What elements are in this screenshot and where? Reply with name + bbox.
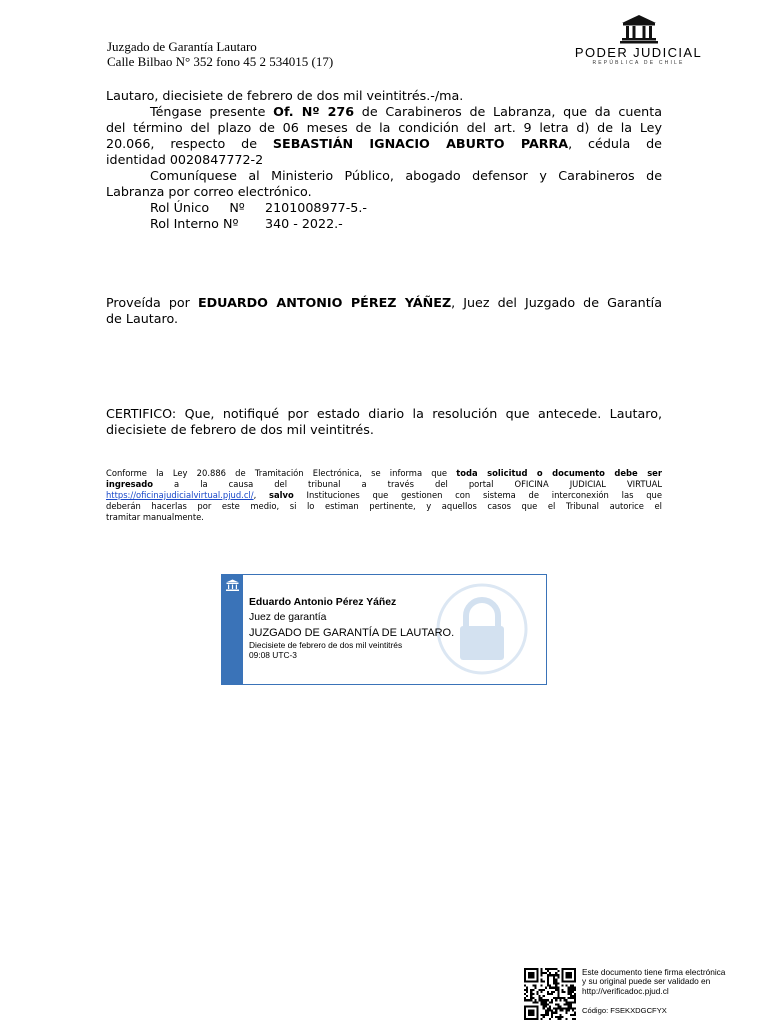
rol-interno: Rol Interno Nº 340 - 2022.- (150, 216, 343, 231)
verification-url[interactable]: http://verificadoc.pjud.cl (582, 985, 669, 996)
notice-line1: Conforme la Ley 20.886 de Tramitación Electrónica, se informa que toda solicitud o documento debe ser (106, 468, 662, 478)
signature-timestamp (249, 640, 402, 660)
oficina-judicial-link[interactable]: https://oficinajudicialvirtual.pjud.cl/ (106, 490, 254, 500)
courthouse-icon (225, 579, 240, 592)
signer-role: Juez de garantía (249, 612, 327, 623)
resolution-p1-line4: identidad 0020847772-2 (106, 152, 264, 167)
signature-date: Diecisiete de febrero de dos mil veintitrés (249, 640, 403, 650)
resolution-p1-line3: 20.066, respecto de SEBASTIÁN IGNACIO ABURTO PARRA, cédula de (106, 136, 662, 151)
signer-court: JUZGADO DE GARANTÍA DE LAUTARO. (249, 627, 455, 639)
notice-line4: deberán hacerlas por este medio, si lo estiman pertinente, y aquellos casos que el Tribunal autorice el (106, 501, 662, 511)
resolution-date-line: Lautaro, diecisiete de febrero de dos mil veintitrés.-/ma. (106, 88, 464, 103)
resolution-p2-line1: Comuníquese al Ministerio Público, abogado defensor y Carabineros de (150, 168, 662, 183)
court-address: Calle Bilbao N° 352 fono 45 2 534015 (17) (107, 54, 334, 69)
certificado-line1: CERTIFICO: Que, notifiqué por estado diario la resolución que antecede. Lautaro, (106, 406, 662, 421)
notice-line5: tramitar manualmente. (106, 512, 204, 522)
verification-text (582, 968, 757, 996)
notice-line3: https://oficinajudicialvirtual.pjud.cl/, salvo Instituciones que gestionen con sistema de interconexión las que (106, 490, 662, 500)
court-name: Juzgado de Garantía Lautaro (107, 39, 257, 54)
resolution-p1-line1: Téngase presente Of. Nº 276 de Carabineros de Labranza, que da cuenta (150, 104, 662, 119)
proveida-line1: Proveída por EDUARDO ANTONIO PÉREZ YÁÑEZ, Juez del Juzgado de Garantía (106, 295, 662, 310)
verification-line2: y su original puede ser validado en (582, 976, 711, 987)
signature-accent-bar (222, 575, 243, 684)
qr-code-icon[interactable] (524, 968, 576, 1020)
poder-judicial-logo (566, 14, 711, 70)
resolution-p2-line2: Labranza por correo electrónico. (106, 184, 312, 199)
resolution-p1-line2: del término del plazo de 06 meses de la condición del art. 9 letra d) de la Ley (106, 120, 662, 135)
notice-line2: ingresado a la causa del tribunal a través del portal OFICINA JUDICIAL VIRTUAL (106, 479, 662, 489)
proveida-line2: de Lautaro. (106, 311, 179, 326)
verification-line1: Este documento tiene firma electrónica (582, 967, 726, 977)
certificado-line2: diecisiete de febrero de dos mil veintitrés. (106, 422, 374, 437)
courthouse-icon (619, 14, 659, 44)
logo-title: PODER JUDICIAL (574, 45, 703, 60)
signature-time: 09:08 UTC-3 (249, 650, 297, 660)
electronic-signature-box (221, 574, 547, 685)
verification-code: Código: FSEKXDGCFYX (582, 1006, 667, 1015)
rol-unico: Rol Único Nº 2101008977-5.- (150, 200, 367, 215)
signer-name: Eduardo Antonio Pérez Yáñez (249, 597, 397, 608)
logo-subtitle: REPÚBLICA DE CHILE (592, 60, 685, 66)
